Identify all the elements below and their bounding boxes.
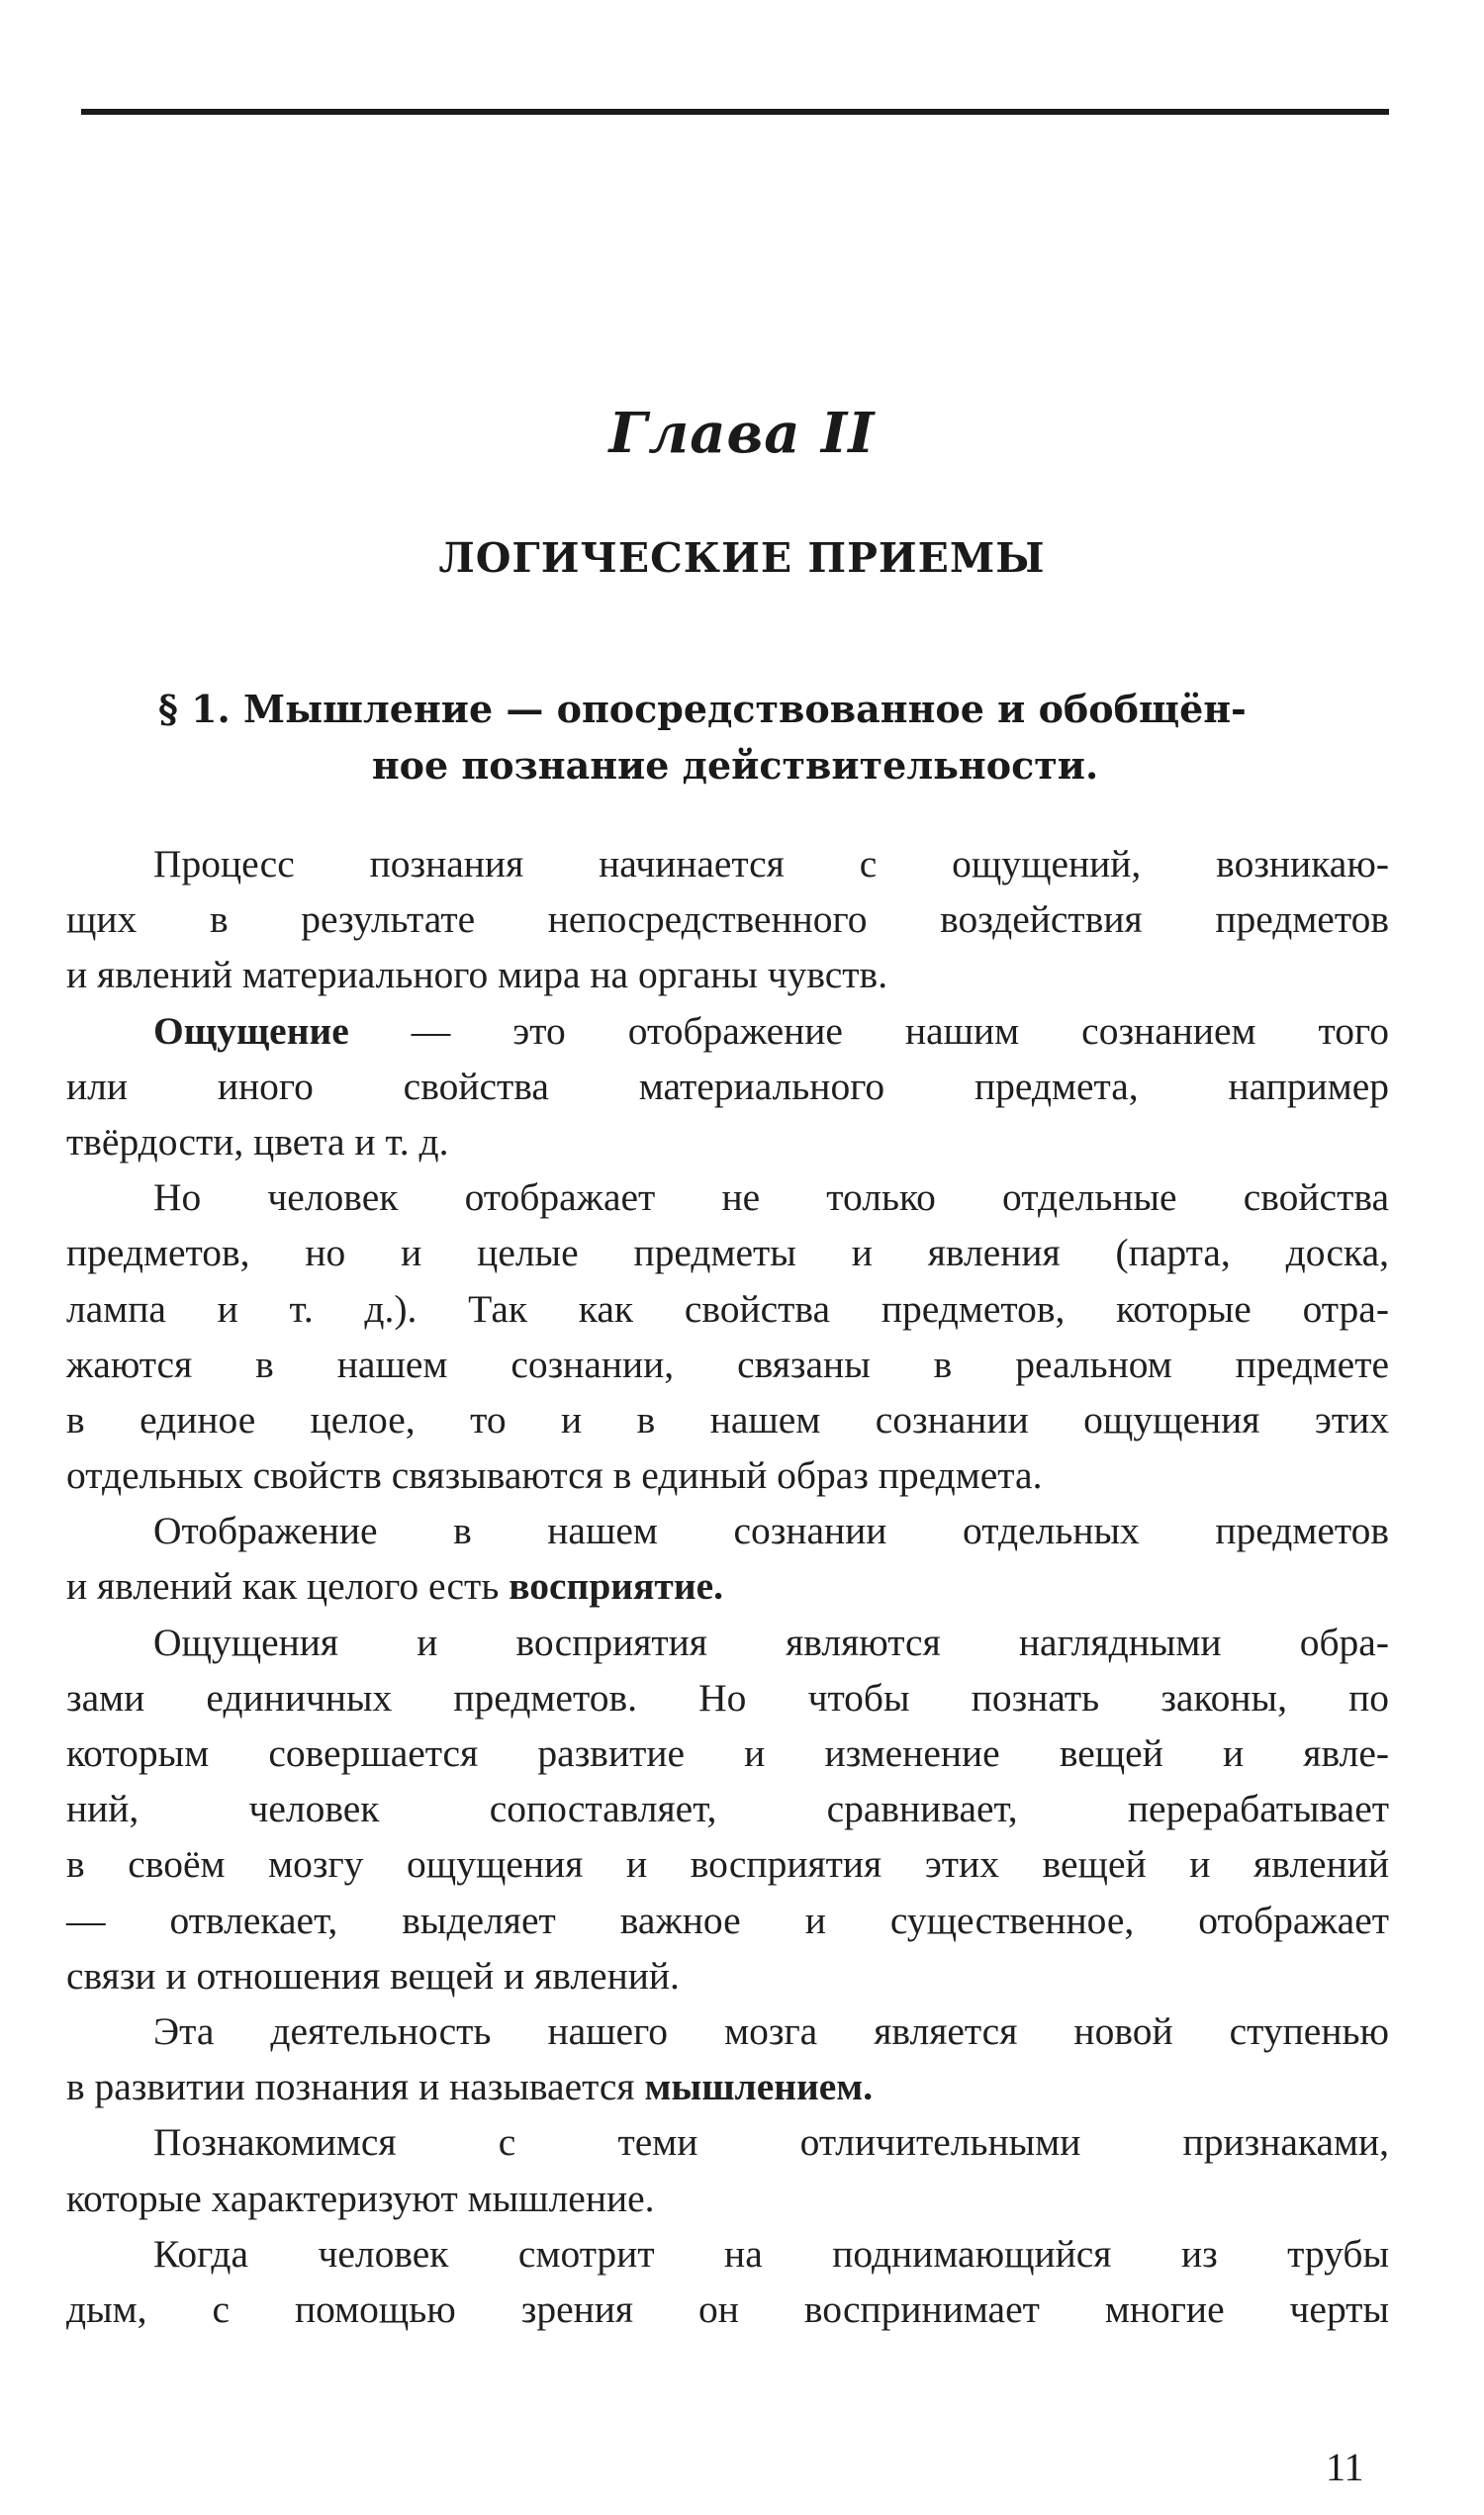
- text-fragment: и явлений как целого есть: [66, 1564, 510, 1609]
- text-line: Процесс познания начинается с ощущений, возникаю-: [153, 842, 1389, 885]
- text-line: [66, 1003, 1389, 1059]
- text-line: отдельных свойств связываются в единый образ предмета.: [66, 1453, 1043, 1498]
- text-line: которым совершается развитие и изменение вещей и явле-: [66, 1731, 1389, 1775]
- text-line: твёрдости, цвета и т. д.: [66, 1119, 449, 1164]
- section-heading-line: ное познание действительности.: [371, 743, 1099, 788]
- text-line: Но человек отображает не только отдельные свойства: [153, 1175, 1389, 1220]
- text-line: связи и отношения вещей и явлений.: [66, 1953, 680, 1998]
- text-line: предметов, но и целые предметы и явления (парта, доска,: [66, 1231, 1389, 1275]
- text-line: Когда человек смотрит на поднимающийся из трубы: [153, 2231, 1389, 2276]
- chapter-title: Глава II: [608, 401, 876, 466]
- text-line: или иного свойства материального предмета, например: [66, 1064, 1389, 1108]
- text-line: Ощущения и восприятия являются наглядными обра-: [153, 1620, 1389, 1664]
- text-line: ний, человек сопоставляет, сравнивает, перерабатывает: [66, 1787, 1389, 1831]
- body-text: [66, 836, 1389, 2337]
- page-number: 11: [1326, 2445, 1364, 2489]
- text-line: в своём мозгу ощущения и восприятия этих вещей и явлений: [66, 1842, 1389, 1887]
- text-line: Эта деятельность нашего мозга является новой ступенью: [153, 2008, 1389, 2053]
- section-heading: [81, 681, 1389, 793]
- text-line: в единое целое, то и в нашем сознании ощущения этих: [66, 1397, 1389, 1442]
- text-fragment: — это отображение нашим сознанием того: [348, 1008, 1389, 1053]
- text-line: дым, с помощью зрения он воспринимает многие черты: [66, 2286, 1389, 2331]
- text-line: [66, 2059, 1389, 2114]
- header-rule: [81, 109, 1389, 115]
- text-line: щих в результате непосредственного воздействия предметов: [66, 897, 1389, 942]
- text-line: жаются в нашем сознании, связаны в реальном предмете: [66, 1342, 1389, 1386]
- section-heading-line: § 1. Мышление — опосредствованное и обобщён-: [158, 687, 1247, 731]
- term-bold: Ощущение: [153, 1008, 349, 1053]
- term-bold: восприятие.: [509, 1564, 723, 1609]
- text-line: лампа и т. д.). Так как свойства предметов, которые отра-: [66, 1286, 1389, 1331]
- text-line: которые характеризуют мышление.: [66, 2176, 655, 2220]
- text-fragment: в развитии познания и называется: [66, 2065, 645, 2109]
- term-bold: мышлением.: [644, 2065, 874, 2109]
- part-title: ЛОГИЧЕСКИЕ ПРИЕМЫ: [438, 534, 1046, 582]
- text-line: Познакомимся с теми отличительными признаками,: [153, 2120, 1389, 2165]
- text-line: [66, 1558, 1389, 1614]
- text-line: и явлений материального мира на органы чувств.: [66, 953, 888, 997]
- text-line: зами единичных предметов. Но чтобы познать законы, по: [66, 1675, 1389, 1720]
- text-line: Отображение в нашем сознании отдельных предметов: [153, 1509, 1389, 1553]
- text-line: — отвлекает, выделяет важное и существенное, отображает: [66, 1898, 1389, 1942]
